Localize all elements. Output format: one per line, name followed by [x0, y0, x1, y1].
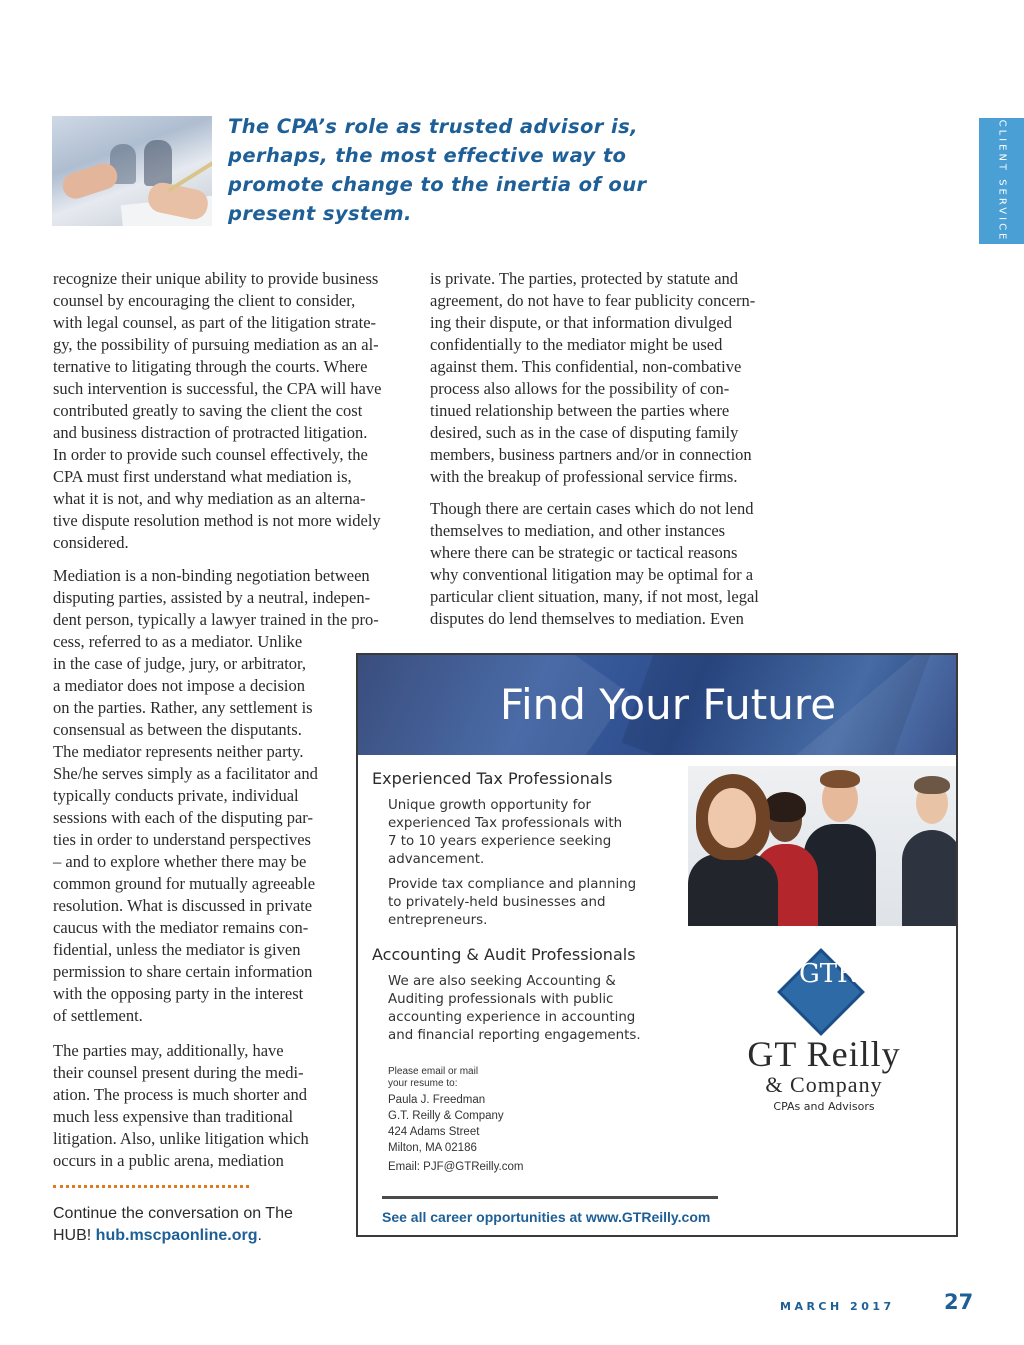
article-line: with the breakup of professional service firms.	[430, 467, 738, 486]
article-line: process also allows for the possibility of con-	[430, 379, 730, 398]
pull-quote	[228, 112, 688, 228]
article-line: tive dispute resolution method is not more widely	[53, 511, 381, 530]
article-column-2	[430, 268, 790, 498]
article-paragraph	[53, 631, 343, 1027]
article-line: agreement, do not have to fear publicity concern-	[430, 291, 756, 310]
pull-quote-line: promote change to the inertia of our	[228, 173, 647, 196]
article-paragraph	[430, 268, 790, 488]
dotted-divider	[53, 1185, 249, 1188]
article-line: such intervention is successful, the CPA will have	[53, 379, 382, 398]
article-line: ternative to litigating through the courts. Where	[53, 357, 368, 376]
article-line: permission to share certain information	[53, 962, 313, 981]
article-line: The mediator represents neither party.	[53, 742, 304, 761]
article-line: their counsel present during the medi-	[53, 1063, 304, 1082]
article-paragraph	[53, 565, 379, 631]
article-line: occurs in a public arena, mediation	[53, 1151, 284, 1170]
article-line: considered.	[53, 533, 129, 552]
article-line: what it is not, and why mediation as an alterna-	[53, 489, 366, 508]
logo-monogram: GTR	[799, 959, 857, 989]
ad-contact-email[interactable]: Email: PJF@GTReilly.com	[388, 1161, 524, 1173]
hub-suffix: .	[257, 1227, 262, 1244]
article-line: Though there are certain cases which do not lend	[430, 499, 754, 518]
article-line: ties in order to understand perspectives	[53, 830, 311, 849]
article-line: resolution. What is discussed in private	[53, 896, 313, 915]
logo-company: & Company	[765, 1072, 883, 1097]
section-tab-label: CLIENT SERVICE	[996, 119, 1007, 243]
article-line: why conventional litigation may be optimal for a	[430, 565, 754, 584]
article-line: dent person, typically a lawyer trained in the pro-	[53, 610, 379, 629]
article-line: ing their dispute, or that information divulged	[430, 313, 732, 332]
article-paragraph	[53, 268, 413, 554]
article-line: sessions with each of the disputing par-	[53, 808, 313, 827]
job-advertisement	[356, 653, 958, 1237]
article-line: typically conducts private, individual	[53, 786, 299, 805]
ad-paragraph-audit: We are also seeking Accounting & Auditing professionals with public accounting experience in accounting and financial reporting engagements.	[388, 974, 641, 1043]
ad-banner-title: Find Your Future	[499, 680, 837, 729]
article-paragraph	[53, 1040, 343, 1172]
article-column-2-bottom	[430, 498, 792, 640]
article-line: with the opposing party in the interest	[53, 984, 304, 1003]
article-line: gy, the possibility of pursuing mediation as an al-	[53, 335, 379, 354]
article-column-1-mid	[53, 565, 379, 1037]
hub-link[interactable]: hub.mscpaonline.org	[95, 1227, 258, 1244]
ad-banner	[358, 655, 956, 755]
article-line: CPA must first understand what mediation is,	[53, 467, 352, 486]
article-line: caucus with the mediator remains con-	[53, 918, 309, 937]
logo-name: GT Reilly	[747, 1034, 901, 1074]
professionals-photo	[688, 766, 958, 926]
ad-heading-audit: Accounting & Audit Professionals	[372, 945, 636, 964]
article-line: of settlement.	[53, 1006, 143, 1025]
hub-text-2: HUB!	[53, 1227, 96, 1244]
article-line: recognize their unique ability to provide business	[53, 269, 379, 288]
article-line: The parties may, additionally, have	[53, 1041, 284, 1060]
page-number: 27	[944, 1290, 974, 1314]
article-line: tinued relationship between the parties where	[430, 401, 730, 420]
article-line: consensual as between the disputants.	[53, 720, 302, 739]
article-line: members, business partners and/or in connection	[430, 445, 752, 464]
article-column-1	[53, 268, 413, 564]
hub-callout	[53, 1203, 343, 1247]
ad-paragraph-tax-2: Provide tax compliance and planning to privately-held businesses and entrepreneurs.	[388, 877, 637, 928]
pull-quote-line: present system.	[228, 202, 412, 225]
article-line: themselves to mediation, and other instances	[430, 521, 726, 540]
article-line: where there can be strategic or tactical reasons	[430, 543, 738, 562]
article-line: She/he serves simply as a facilitator and	[53, 764, 318, 783]
article-line: ation. The process is much shorter and	[53, 1085, 308, 1104]
pull-quote-line: The CPA’s role as trusted advisor is,	[228, 115, 638, 138]
ad-contact-address: Paula J. Freedman G.T. Reilly & Company 424 Adams Street Milton, MA 02186	[388, 1094, 504, 1154]
ad-paragraph-tax-1: Unique growth opportunity for experienced Tax professionals with 7 to 10 years experience seeking advancement.	[388, 798, 623, 867]
article-line: common ground for mutually agreeable	[53, 874, 316, 893]
article-line: fidential, unless the mediator is given	[53, 940, 301, 959]
ad-divider	[382, 1196, 718, 1199]
issue-date: MARCH 2017	[780, 1300, 895, 1313]
pull-quote-line: perhaps, the most effective way to	[228, 144, 627, 167]
article-paragraph	[430, 498, 792, 630]
article-line: is private. The parties, protected by statute and	[430, 269, 739, 288]
ad-heading-tax: Experienced Tax Professionals	[372, 769, 613, 788]
ad-contact-intro: Please email or mail your resume to:	[388, 1066, 479, 1089]
article-line: – and to explore whether there may be	[53, 852, 307, 871]
company-logo-text	[714, 1035, 934, 1117]
article-line: contributed greatly to saving the client the cost	[53, 401, 363, 420]
article-line: particular client situation, many, if not most, legal	[430, 587, 759, 606]
article-line: on the parties. Rather, any settlement is	[53, 698, 313, 717]
meeting-photo	[52, 116, 212, 226]
article-line: much less expensive than traditional	[53, 1107, 294, 1126]
article-line: litigation. Also, unlike litigation which	[53, 1129, 309, 1148]
article-line: in the case of judge, jury, or arbitrator,	[53, 654, 307, 673]
article-column-1-bottom	[53, 1040, 343, 1182]
article-line: a mediator does not impose a decision	[53, 676, 306, 695]
article-line: disputing parties, assisted by a neutral, indepen-	[53, 588, 371, 607]
article-line: Mediation is a non-binding negotiation between	[53, 566, 370, 585]
article-line: disputes do lend themselves to mediation. Even	[430, 609, 744, 628]
article-line: confidentially to the mediator might be used	[430, 335, 723, 354]
article-line: and business distraction of protracted litigation.	[53, 423, 368, 442]
logo-tagline: CPAs and Advisors	[773, 1100, 875, 1113]
article-line: In order to provide such counsel effectively, the	[53, 445, 368, 464]
article-line: desired, such as in the case of disputing family	[430, 423, 739, 442]
careers-link[interactable]: See all career opportunities at www.GTReilly.com	[382, 1209, 711, 1225]
article-line: against them. This confidential, non-combative	[430, 357, 742, 376]
hub-text: Continue the conversation on The	[53, 1205, 293, 1222]
article-line: cess, referred to as a mediator. Unlike	[53, 632, 303, 651]
article-line: with legal counsel, as part of the litigation strate-	[53, 313, 377, 332]
section-tab	[979, 118, 1024, 244]
article-line: counsel by encouraging the client to consider,	[53, 291, 356, 310]
